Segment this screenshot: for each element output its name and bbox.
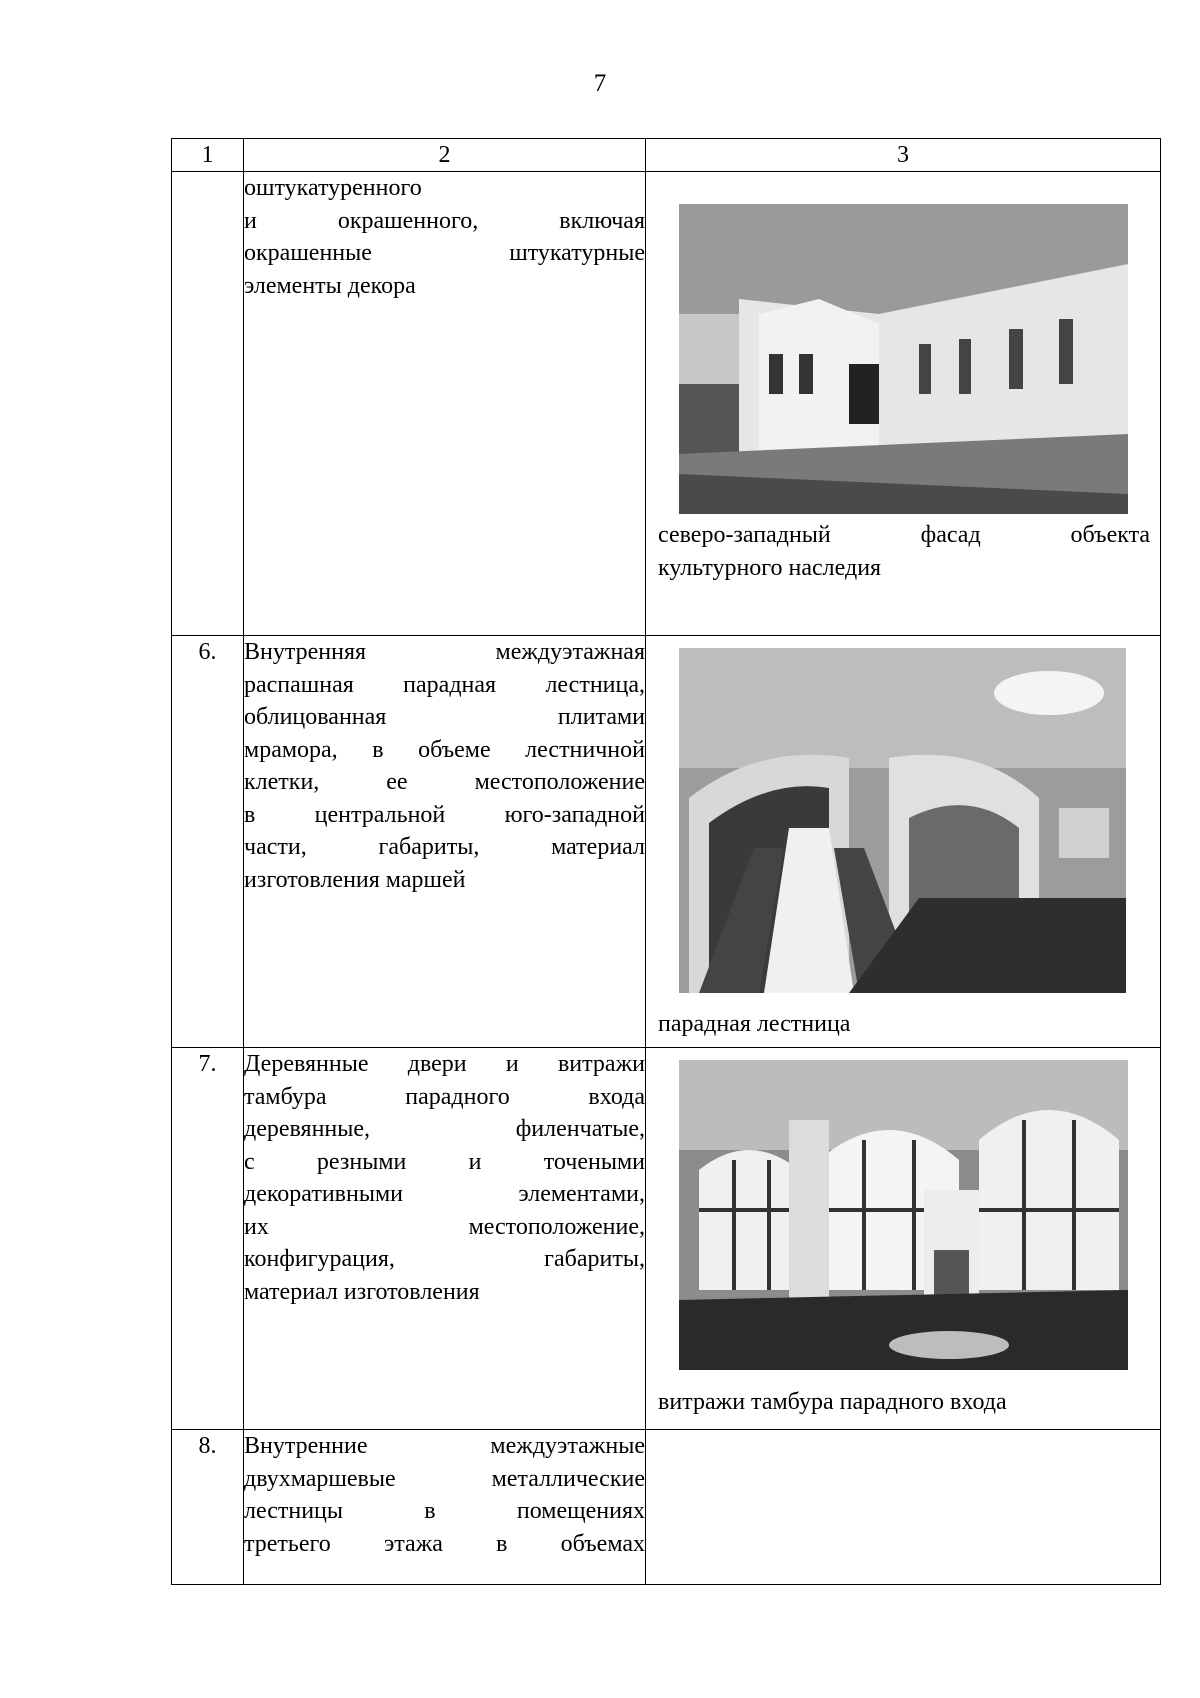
row-number: 8.	[172, 1430, 244, 1585]
row-description	[244, 1430, 646, 1585]
description-line: декоративными элементами,	[244, 1181, 645, 1207]
description-line: и окрашенного, включая	[244, 207, 645, 234]
description-line: деревянные, филенчатые,	[244, 1116, 645, 1142]
row-photo-cell	[646, 636, 1161, 1048]
description-line: их местоположение,	[244, 1213, 645, 1240]
row-description	[244, 636, 646, 1048]
row-number: 6.	[172, 636, 244, 1048]
caption-line: северо-западный фасад объекта	[658, 522, 1150, 548]
table-row	[172, 636, 1161, 1048]
photo-caption	[658, 1386, 1150, 1419]
description-line: облицованная плитами	[244, 704, 645, 730]
description-line: элементы декора	[244, 272, 416, 299]
description-line: распашная парадная лестница,	[244, 671, 645, 698]
vestibule-windows-photo	[679, 1060, 1128, 1370]
table-row	[172, 172, 1161, 636]
description-line: с резными и точеными	[244, 1148, 645, 1175]
row-photo-cell	[646, 1048, 1161, 1430]
staircase-photo-graphic	[679, 648, 1126, 993]
row-number: 7.	[172, 1048, 244, 1430]
description-line: лестницы в помещениях	[244, 1498, 645, 1524]
facade-photo-graphic	[679, 204, 1128, 514]
caption-line: парадная лестница	[658, 1011, 851, 1037]
description-line: материал изготовления	[244, 1278, 480, 1305]
description-line: окрашенные штукатурные	[244, 240, 645, 266]
staircase-photo	[679, 648, 1126, 993]
description-line: части, габариты, материал	[244, 834, 645, 860]
row-description	[244, 1048, 646, 1430]
heritage-elements-table	[171, 138, 1161, 1585]
row-description	[244, 172, 646, 636]
description-line: Деревянные двери и витражи	[244, 1051, 645, 1077]
description-line: клетки, ее местоположение	[244, 769, 645, 795]
description-line: Внутренние междуэтажные	[244, 1433, 645, 1459]
description-line: Внутренняя междуэтажная	[244, 639, 645, 665]
photo-caption	[658, 1008, 1150, 1041]
description-line: двухмаршевые металлические	[244, 1465, 645, 1492]
row-number	[172, 172, 244, 636]
table-row	[172, 1430, 1161, 1585]
caption-line: витражи тамбура парадного входа	[658, 1389, 1007, 1415]
vestibule-windows-photo-graphic	[679, 1060, 1128, 1370]
description-line: мрамора, в объеме лестничной	[244, 736, 645, 763]
description-line: тамбура парадного входа	[244, 1083, 645, 1110]
header-col-2: 2	[244, 139, 646, 172]
description-line: изготовления маршей	[244, 866, 466, 893]
header-col-1: 1	[172, 139, 244, 172]
row-photo-cell-empty	[646, 1430, 1161, 1585]
page-number: 7	[593, 70, 607, 97]
description-line: оштукатуренного	[244, 175, 422, 201]
header-col-3: 3	[646, 139, 1161, 172]
table-row	[172, 1048, 1161, 1430]
facade-photo	[679, 204, 1128, 514]
caption-line: культурного наследия	[658, 554, 882, 581]
row-photo-cell	[646, 172, 1161, 636]
table-header-row	[172, 139, 1161, 172]
description-line: в центральной юго-западной	[244, 801, 645, 828]
photo-caption	[658, 519, 1150, 584]
description-line: третьего этажа в объемах	[244, 1530, 645, 1557]
description-line: конфигурация, габариты,	[244, 1246, 645, 1272]
